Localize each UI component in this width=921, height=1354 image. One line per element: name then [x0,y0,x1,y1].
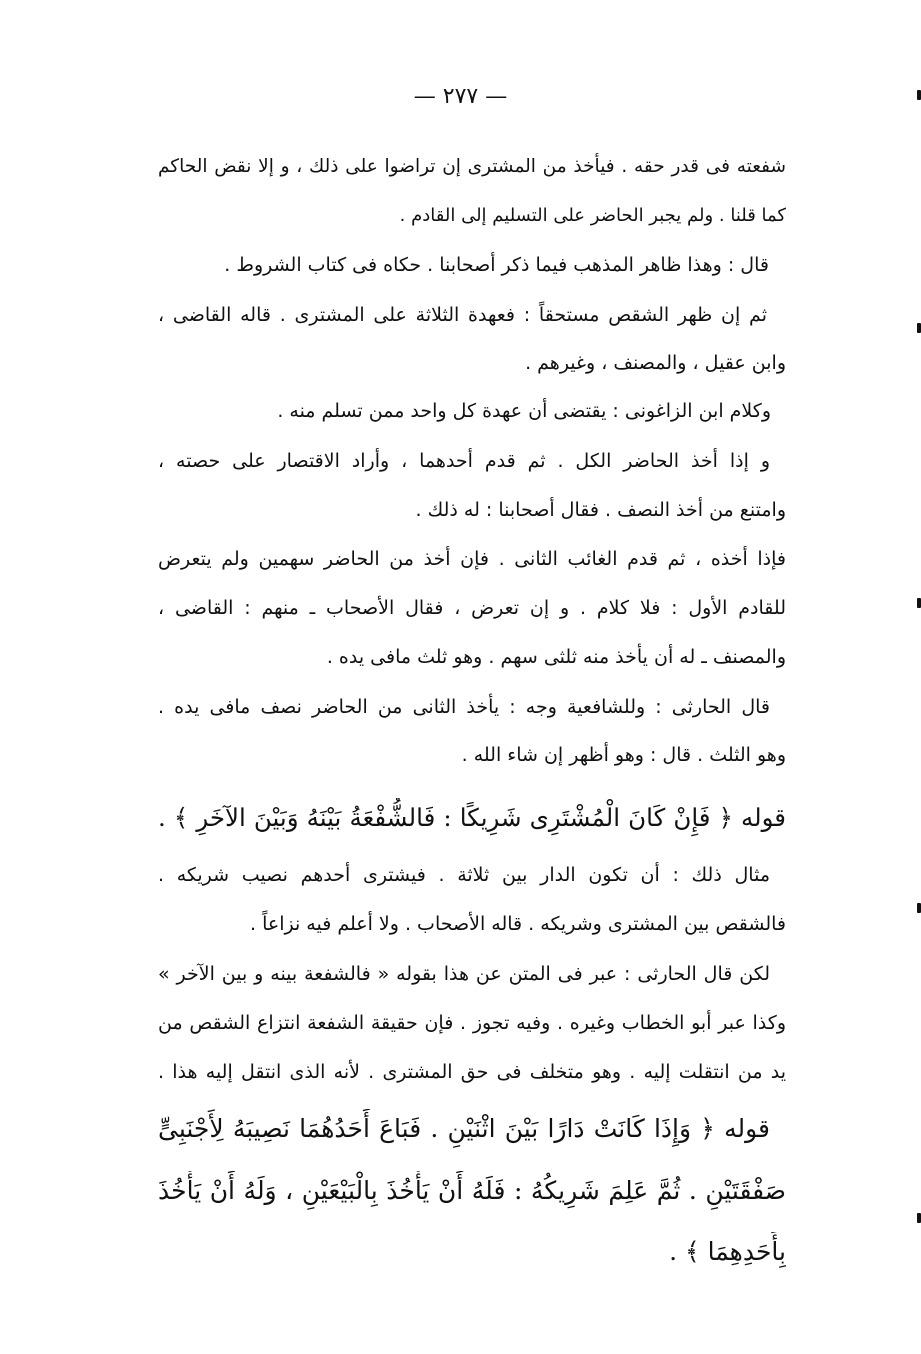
text-line: وكذا عبر أبو الخطاب وغيره . وفيه تجوز . فإن حقيقة الشفعة انتزاع الشقص من [158,1012,786,1034]
margin-mark [917,903,921,913]
quran-line: صَفْقَتَيْنِ . ثُمَّ عَلِمَ شَرِيكُهُ : فَلَهُ أَنْ يَأْخُذَ بِالْبَيْعَيْنِ ، وَلَهُ أَنْ يَأْخُذَ [158,1176,786,1205]
page-number: — ٢٧٧ — [413,84,508,109]
margin-mark [917,598,921,608]
text-line: يد من انتقلت إليه . وهو متخلف فى حق المشترى . لأنه الذى انتقل إليه هذا . [158,1061,786,1083]
quran-line: بِأَحَدِهِمَا ﴾ . [669,1237,786,1266]
text-line: كما قلنا . ولم يجبر الحاضر على التسليم إلى القادم . [400,205,786,226]
text-line: و إذا أخذ الحاضر الكل . ثم قدم أحدهما ، وأراد الاقتصار على حصته ، [158,450,770,472]
quran-line: قوله ﴿ فَإِنْ كَانَ الْمُشْتَرِى شَرِيكًا : فَالشُّفْعَةُ بَيْنَهُ وَبَيْنَ الآخَرِ ﴾ . [158,803,786,832]
text-line: والمصنف ـ له أن يأخذ منه ثلثى سهم . وهو ثلث مافى يده . [326,646,786,668]
text-line: وكلام ابن الزاغونى : يقتضى أن عهدة كل واحد ممن تسلم منه . [277,400,771,422]
text-line: لكن قال الحارثى : عبر فى المتن عن هذا بقوله « فالشفعة بينه و بين الآخر » [158,963,770,985]
text-line: شفعته فى قدر حقه . فيأخذ من المشترى إن تراضوا على ذلك ، و إلا نقض الحاكم [158,156,786,177]
text-line: ثم إن ظهر الشقص مستحقاً : فعهدة الثلاثة على المشترى . قاله القاضى ، [158,304,767,326]
margin-mark [917,323,921,333]
text-line: فالشقص بين المشترى وشريكه . قاله الأصحاب . ولا أعلم فيه نزاعاً . [250,913,786,935]
text-line: وهو الثلث . قال : وهو أظهر إن شاء الله . [461,744,786,766]
text-line: قال الحارثى : وللشافعية وجه : يأخذ الثانى من الحاضر نصف مافى يده . [158,696,770,718]
text-line: فإذا أخذه ، ثم قدم الغائب الثانى . فإن أخذ من الحاضر سهمين ولم يتعرض [158,548,786,570]
margin-mark [917,90,921,100]
text-line: قال : وهذا ظاهر المذهب فيما ذكر أصحابنا . حكاه فى كتاب الشروط . [224,254,769,276]
text-line: وامتنع من أخذ النصف . فقال أصحابنا : له ذلك . [415,499,786,521]
text-line: وابن عقيل ، والمصنف ، وغيرهم . [525,352,786,374]
margin-mark [917,1213,921,1223]
text-line: للقادم الأول : فلا كلام . و إن تعرض ، فقال الأصحاب ـ منهم : القاضى ، [158,597,786,619]
quran-line: قوله ﴿ وَإِذَا كَانَتْ دَارًا بَيْنَ اثْنَيْنِ . فَبَاعَ أَحَدُهُمَا نَصِيبَهُ لِأَجْنَبِىٍّ [158,1114,770,1143]
text-line: مثال ذلك : أن تكون الدار بين ثلاثة . فيشترى أحدهم نصيب شريكه . [158,864,770,886]
